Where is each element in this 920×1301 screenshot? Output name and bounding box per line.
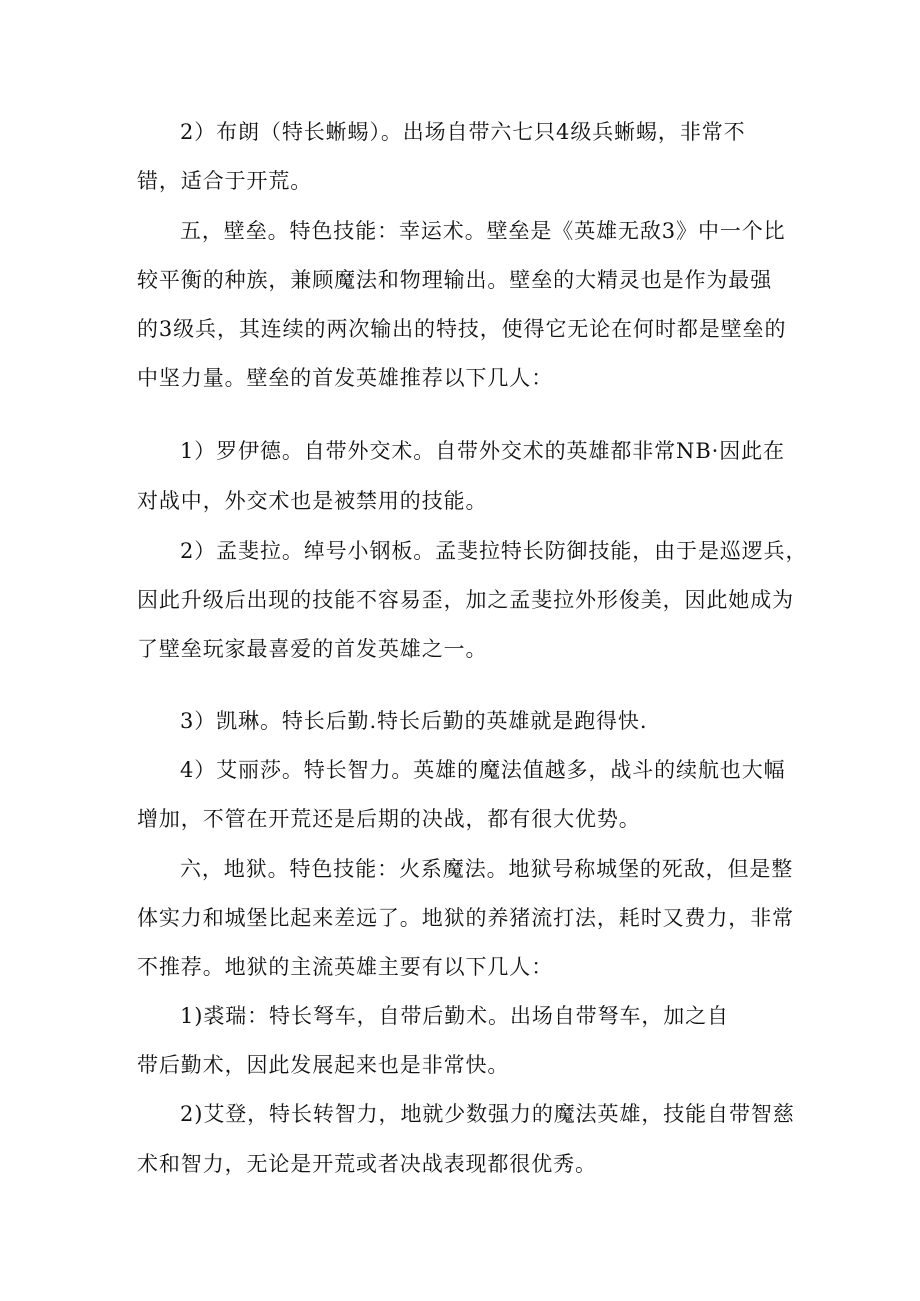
text-line: 了壁垒玩家最喜爱的首发英雄之一。 — [137, 637, 488, 661]
text-line: 4）艾丽莎。特长智力。英雄的魔法值越多，战斗的续航也大幅 — [180, 758, 786, 782]
text-line: 术和智力，无论是开荒或者决战表现都很优秀。 — [137, 1152, 597, 1176]
text-line: 五，壁垒。特色技能：幸运术。壁垒是《英雄无敌3》中一个比 — [180, 219, 786, 243]
text-line: 1）罗伊德。自带外交术。自带外交术的英雄都非常NB·因此在 — [180, 439, 785, 463]
text-line: 对战中，外交术也是被禁用的技能。 — [137, 489, 488, 513]
text-line: 2）孟斐拉。绰号小钢板。孟斐拉特长防御技能，由于是巡逻兵， — [180, 539, 808, 563]
text-line: 的3级兵，其连续的两次输出的特技，使得它无论在何时都是壁垒的 — [137, 317, 787, 341]
text-line: 3）凯琳。特长后勤.特长后勤的英雄就是跑得快. — [180, 709, 648, 733]
text-line: 较平衡的种族，兼顾魔法和物理输出。壁垒的大精灵也是作为最强 — [137, 268, 773, 292]
text-line: 错，适合于开荒。 — [137, 169, 313, 193]
text-line: 六，地狱。特色技能：火系魔法。地狱号称城堡的死敌，但是整 — [180, 857, 794, 881]
text-line: 带后勤术，因此发展起来也是非常快。 — [137, 1053, 510, 1077]
text-line: 2）布朗（特长蜥蜴）。出场自带六七只4级兵蜥蜴，非常不 — [180, 120, 746, 144]
text-line: 1)裘瑞：特长弩车，自带后勤术。出场自带弩车，加之自 — [180, 1004, 729, 1028]
text-line: 因此升级后出现的技能不容易歪，加之孟斐拉外形俊美，因此她成为 — [137, 588, 794, 612]
text-line: 2)艾登，特长转智力，地就少数强力的魔法英雄，技能自带智慈 — [180, 1102, 795, 1126]
text-line: 体实力和城堡比起来差远了。地狱的养猪流打法，耗时又费力，非常 — [137, 906, 794, 930]
text-line: 中坚力量。壁垒的首发英雄推荐以下几人： — [137, 366, 554, 390]
text-line: 增加，不管在开荒还是后期的决战，都有很大优势。 — [137, 807, 641, 831]
text-line: 不推荐。地狱的主流英雄主要有以下几人： — [137, 955, 554, 979]
